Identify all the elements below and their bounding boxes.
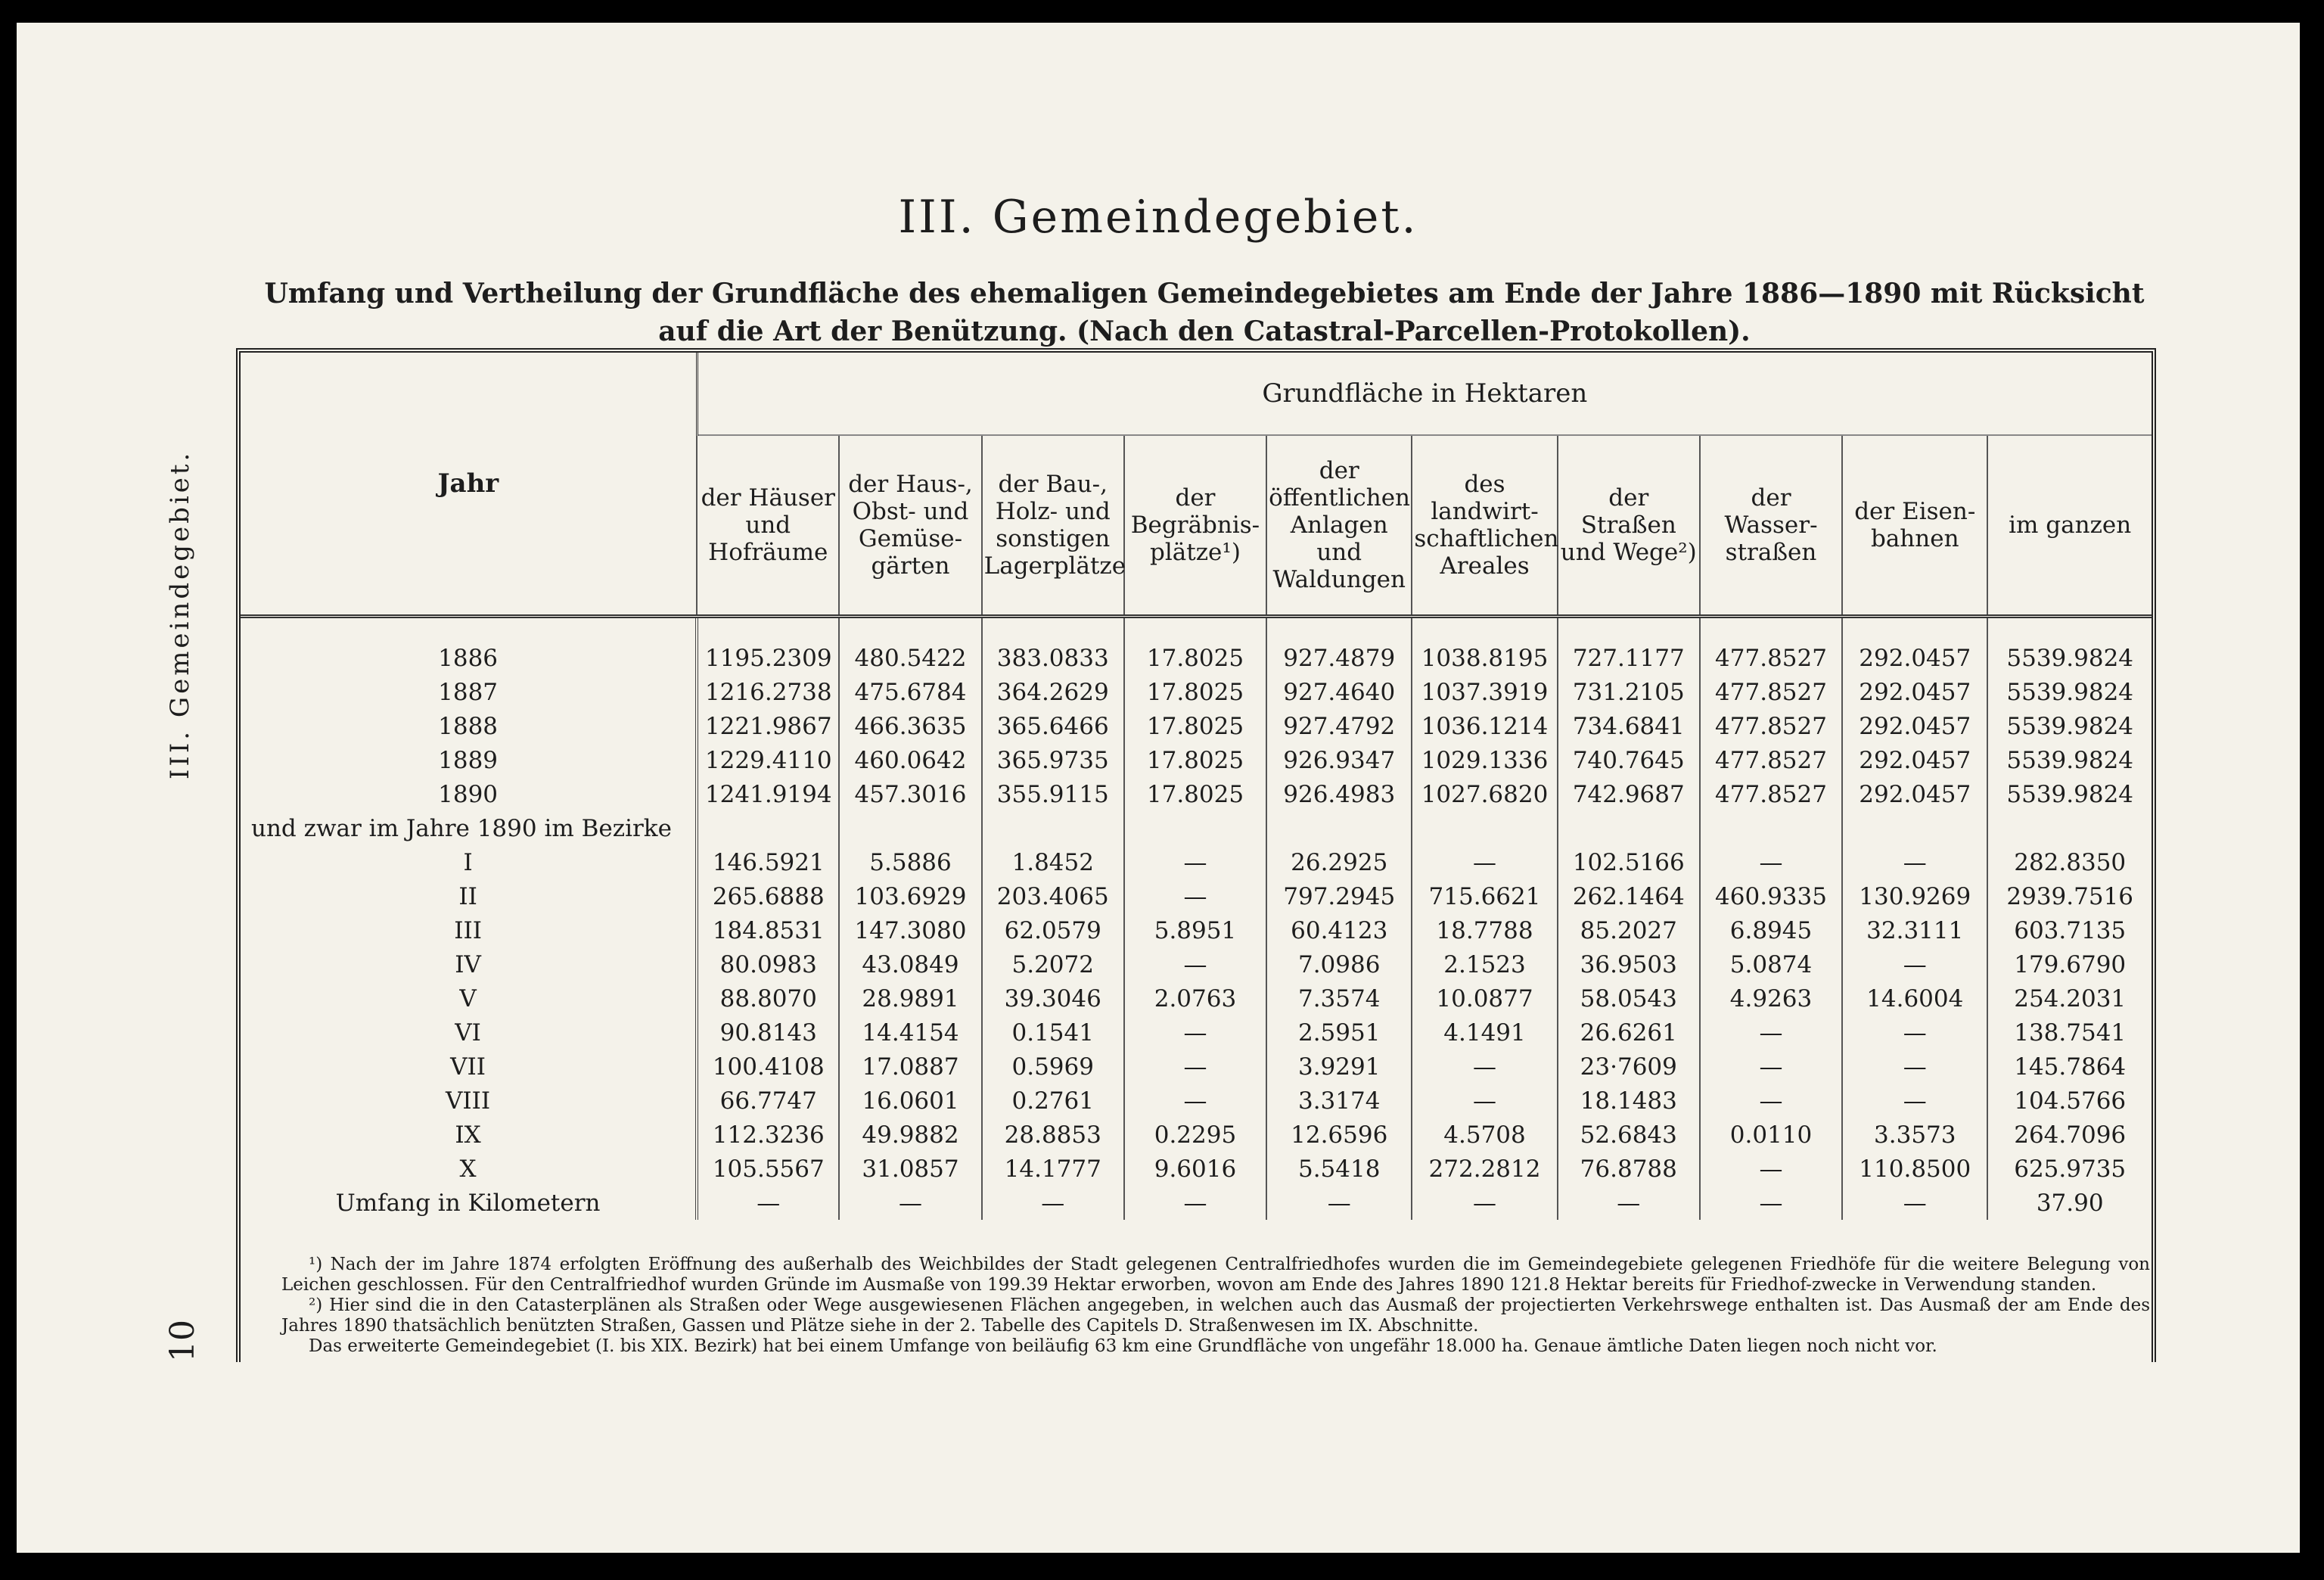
table-cell: 105.5567 — [697, 1152, 839, 1186]
table-cell: 475.6784 — [839, 675, 981, 709]
table-cell: 292.0457 — [1842, 641, 1987, 675]
table-cell: 37.90 — [1987, 1186, 2152, 1220]
table-cell: 265.6888 — [697, 879, 839, 913]
column-header: der Häuser und Hofräume — [697, 435, 839, 617]
table-cell: 60.4123 — [1266, 913, 1412, 947]
table-cell: 742.9687 — [1558, 777, 1700, 811]
table-cell: 292.0457 — [1842, 675, 1987, 709]
table-cell: 203.4065 — [982, 879, 1124, 913]
table-cell: 2.5951 — [1266, 1015, 1412, 1050]
year-header: Jahr — [241, 353, 697, 617]
table-cell: — — [1124, 879, 1266, 913]
table-cell: 145.7864 — [1987, 1050, 2152, 1084]
table-cell: 0.2295 — [1124, 1118, 1266, 1152]
table-cell: 0.2761 — [982, 1084, 1124, 1118]
table-cell: 292.0457 — [1842, 709, 1987, 743]
table-cell: 1.8452 — [982, 845, 1124, 879]
table-cell: — — [1266, 1186, 1412, 1220]
book-page — [17, 23, 2300, 1553]
table-cell: 715.6621 — [1412, 879, 1557, 913]
table-cell: 1229.4110 — [697, 743, 839, 777]
table-row — [241, 1084, 2152, 1118]
table-row — [241, 777, 2152, 811]
table-cell: 28.9891 — [839, 981, 981, 1015]
table-cell: — — [697, 1186, 839, 1220]
table-cell: 32.3111 — [1842, 913, 1987, 947]
page-title: III. Gemeindegebiet. — [898, 191, 1418, 244]
table-cell: — — [1558, 1186, 1700, 1220]
table-cell: — — [1842, 1186, 1987, 1220]
table-cell: 9.6016 — [1124, 1152, 1266, 1186]
table-row — [241, 709, 2152, 743]
row-label: VII — [450, 1053, 486, 1081]
table-cell: 1037.3919 — [1412, 675, 1557, 709]
table-row — [241, 1152, 2152, 1186]
table-cell: 1221.9867 — [697, 709, 839, 743]
table-cell: 85.2027 — [1558, 913, 1700, 947]
column-header: der Eisen-bahnen — [1842, 435, 1987, 617]
column-header: der Bau-, Holz- und sonstigen Lagerplätze — [982, 435, 1124, 617]
table-cell: 477.8527 — [1700, 709, 1842, 743]
column-header: der Haus-, Obst- und Gemüse-gärten — [839, 435, 981, 617]
table-cell: 1027.6820 — [1412, 777, 1557, 811]
table-cell: 262.1464 — [1558, 879, 1700, 913]
table-cell: 5539.9824 — [1987, 777, 2152, 811]
table-cell: 927.4879 — [1266, 641, 1412, 675]
table-cell: 88.8070 — [697, 981, 839, 1015]
table-cell: 282.8350 — [1987, 845, 2152, 879]
table-cell: 477.8527 — [1700, 777, 1842, 811]
table-cell: 17.8025 — [1124, 743, 1266, 777]
table-cell: — — [1842, 845, 1987, 879]
table-cell: — — [1124, 1186, 1266, 1220]
table-cell: 43.0849 — [839, 947, 981, 981]
row-label: 1889 — [438, 746, 499, 774]
table-row — [241, 879, 2152, 913]
table-row — [241, 1118, 2152, 1152]
table-cell: 31.0857 — [839, 1152, 981, 1186]
table-cell: 0.1541 — [982, 1015, 1124, 1050]
table-cell: 254.2031 — [1987, 981, 2152, 1015]
table-cell: 80.0983 — [697, 947, 839, 981]
table-cell: 1216.2738 — [697, 675, 839, 709]
table-cell: — — [1842, 1050, 1987, 1084]
table-cell: 466.3635 — [839, 709, 981, 743]
footnote-2: ²) Hier sind die in den Catasterplänen als Straßen oder Wege ausgewiesenen Flächen angegeben, in welchen auch das Ausmaß der projectierten Verkehrswege enthalten ist. Das Ausmaß der am Ende des Jahres 1890 thatsächlich benützten Straßen, Gassen und Plätze siehe in der 2. Tabelle des Capitels D. Straßenwesen im IX. Abschnitte. — [281, 1295, 2150, 1336]
table-cell: 90.8143 — [697, 1015, 839, 1050]
area-group-header: Grundfläche in Hektaren — [697, 353, 2152, 435]
table-cell: 477.8527 — [1700, 675, 1842, 709]
table-cell: 1029.1336 — [1412, 743, 1557, 777]
row-label: IX — [455, 1121, 481, 1149]
table-cell: 5.8951 — [1124, 913, 1266, 947]
row-label: IV — [455, 950, 481, 978]
table-cell: 2.1523 — [1412, 947, 1557, 981]
table-cell: 7.3574 — [1266, 981, 1412, 1015]
table-cell: 5539.9824 — [1987, 743, 2152, 777]
table-cell: 14.1777 — [982, 1152, 1124, 1186]
table-cell: 1241.9194 — [697, 777, 839, 811]
table-cell: 49.9882 — [839, 1118, 981, 1152]
table-cell: 138.7541 — [1987, 1015, 2152, 1050]
table-cell: 731.2105 — [1558, 675, 1700, 709]
table-cell: 17.8025 — [1124, 675, 1266, 709]
row-label: 1888 — [438, 712, 499, 740]
table-cell: 5.2072 — [982, 947, 1124, 981]
table-cell: 184.8531 — [697, 913, 839, 947]
footnote-1: ¹) Nach der im Jahre 1874 erfolgten Eröffnung des außerhalb des Weichbildes der Stadt gelegenen Centralfriedhofes wurden die im Gemeindegebiete gelegenen Friedhöfe für die weitere Belegung von Leichen geschlossen. Für den Centralfriedhof wurden Gründe im Ausmaße von 199.39 Hektar erworben, wovon am Ende des Jahres 1890 121.8 Hektar bereits für Friedhof-zwecke in Verwendung standen. — [281, 1255, 2150, 1295]
footnotes — [281, 1255, 2150, 1357]
table-cell: — — [1700, 1015, 1842, 1050]
table-cell: 17.8025 — [1124, 709, 1266, 743]
table-cell: — — [1412, 1084, 1557, 1118]
running-head: III. Gemeindegebiet. — [165, 449, 195, 779]
table-cell: 1195.2309 — [697, 641, 839, 675]
table-cell: 6.8945 — [1700, 913, 1842, 947]
table-cell: 66.7747 — [697, 1084, 839, 1118]
table-cell: — — [1124, 845, 1266, 879]
table-cell: 14.6004 — [1842, 981, 1987, 1015]
table-cell: — — [1124, 947, 1266, 981]
table-cell: 4.5708 — [1412, 1118, 1557, 1152]
table-cell: — — [839, 1186, 981, 1220]
column-header: der Straßen und Wege²) — [1558, 435, 1700, 617]
column-header: des landwirt-schaftlichen Areales — [1412, 435, 1557, 617]
table-cell: 5.5886 — [839, 845, 981, 879]
column-header: der öffentlichen Anlagen und Waldungen — [1266, 435, 1412, 617]
table-row — [241, 1015, 2152, 1050]
table-cell: 927.4640 — [1266, 675, 1412, 709]
table-cell: 0.5969 — [982, 1050, 1124, 1084]
table-cell: 103.6929 — [839, 879, 981, 913]
table-row — [241, 743, 2152, 777]
row-label: II — [458, 882, 477, 910]
table-cell: 179.6790 — [1987, 947, 2152, 981]
table-row — [241, 1050, 2152, 1084]
table-cell: 355.9115 — [982, 777, 1124, 811]
table-cell: 4.9263 — [1700, 981, 1842, 1015]
table-cell: 477.8527 — [1700, 743, 1842, 777]
table-cell: 927.4792 — [1266, 709, 1412, 743]
row-label: Umfang in Kilometern — [335, 1189, 601, 1217]
table-cell: 460.9335 — [1700, 879, 1842, 913]
row-label: 1887 — [438, 678, 499, 706]
column-header: der Begräbnis-plätze¹) — [1124, 435, 1266, 617]
table-cell: — — [1842, 1015, 1987, 1050]
row-label: 1886 — [438, 644, 499, 672]
table-cell: 147.3080 — [839, 913, 981, 947]
table-cell: 457.3016 — [839, 777, 981, 811]
table-cell: 76.8788 — [1558, 1152, 1700, 1186]
table-row — [241, 913, 2152, 947]
table-cell: 5539.9824 — [1987, 641, 2152, 675]
caption-line-2: auf die Art der Benützung. (Nach den Catastral-Parcellen-Protokollen). — [658, 316, 1751, 347]
table-cell: — — [1700, 1050, 1842, 1084]
table-cell: — — [1412, 845, 1557, 879]
table-cell: 28.8853 — [982, 1118, 1124, 1152]
table-row — [241, 641, 2152, 675]
statistics-table-frame — [236, 348, 2156, 1362]
table-cell: 797.2945 — [1266, 879, 1412, 913]
table-cell: 23·7609 — [1558, 1050, 1700, 1084]
table-cell: 383.0833 — [982, 641, 1124, 675]
district-intro: und zwar im Jahre 1890 im Bezirke — [251, 814, 672, 842]
table-cell: 926.9347 — [1266, 743, 1412, 777]
table-cell: 2.0763 — [1124, 981, 1266, 1015]
table-cell: — — [1412, 1050, 1557, 1084]
table-cell: 130.9269 — [1842, 879, 1987, 913]
table-cell: 18.1483 — [1558, 1084, 1700, 1118]
table-cell: 477.8527 — [1700, 641, 1842, 675]
table-cell: 1036.1214 — [1412, 709, 1557, 743]
table-cell: 58.0543 — [1558, 981, 1700, 1015]
caption-line-1: Umfang und Vertheilung der Grundfläche des ehemaligen Gemeindegebietes am Ende der Jahre 1886—1890 mit Rücksicht — [264, 278, 2145, 309]
table-cell: 0.0110 — [1700, 1118, 1842, 1152]
row-label: I — [463, 848, 473, 876]
row-label: 1890 — [438, 780, 499, 808]
table-cell: — — [1124, 1050, 1266, 1084]
table-cell: 365.6466 — [982, 709, 1124, 743]
table-cell: 17.8025 — [1124, 777, 1266, 811]
table-cell: 365.9735 — [982, 743, 1124, 777]
table-cell: 102.5166 — [1558, 845, 1700, 879]
table-cell: 5539.9824 — [1987, 709, 2152, 743]
table-cell: — — [1412, 1186, 1557, 1220]
table-cell: — — [982, 1186, 1124, 1220]
table-row — [241, 845, 2152, 879]
table-cell: 146.5921 — [697, 845, 839, 879]
table-cell: 112.3236 — [697, 1118, 839, 1152]
table-cell: 17.0887 — [839, 1050, 981, 1084]
table-cell: 26.6261 — [1558, 1015, 1700, 1050]
table-cell: — — [1700, 845, 1842, 879]
table-cell: 603.7135 — [1987, 913, 2152, 947]
table-cell: 110.8500 — [1842, 1152, 1987, 1186]
table-cell: 364.2629 — [982, 675, 1124, 709]
table-cell: 2939.7516 — [1987, 879, 2152, 913]
row-label: VI — [455, 1019, 481, 1047]
table-cell: — — [1124, 1084, 1266, 1118]
table-cell: 7.0986 — [1266, 947, 1412, 981]
column-header: im ganzen — [1987, 435, 2152, 617]
table-cell: 62.0579 — [982, 913, 1124, 947]
table-cell: — — [1700, 1084, 1842, 1118]
table-cell: — — [1842, 947, 1987, 981]
table-cell: 734.6841 — [1558, 709, 1700, 743]
table-cell: 5.0874 — [1700, 947, 1842, 981]
footnote-3: Das erweiterte Gemeindegebiet (I. bis XIX. Bezirk) hat bei einem Umfange von beiläufig 63 km eine Grundfläche von ungefähr 18.000 ha. Genaue ämtliche Daten liegen noch nicht vor. — [309, 1336, 1937, 1356]
table-cell: 3.3174 — [1266, 1084, 1412, 1118]
table-cell: 10.0877 — [1412, 981, 1557, 1015]
table-cell: 17.8025 — [1124, 641, 1266, 675]
table-cell: 52.6843 — [1558, 1118, 1700, 1152]
table-cell: 292.0457 — [1842, 743, 1987, 777]
table-cell: — — [1700, 1152, 1842, 1186]
spacer-row — [241, 617, 2152, 642]
table-cell: 26.2925 — [1266, 845, 1412, 879]
table-cell: — — [1842, 1084, 1987, 1118]
table-cell: 727.1177 — [1558, 641, 1700, 675]
row-label: VIII — [446, 1087, 491, 1115]
district-intro-row — [241, 811, 2152, 845]
table-cell: 36.9503 — [1558, 947, 1700, 981]
table-cell: 5539.9824 — [1987, 675, 2152, 709]
table-cell: 5.5418 — [1266, 1152, 1412, 1186]
row-label: V — [459, 984, 477, 1012]
table-row — [241, 947, 2152, 981]
table-cell: — — [1124, 1015, 1266, 1050]
table-cell: 740.7645 — [1558, 743, 1700, 777]
table-cell: 104.5766 — [1987, 1084, 2152, 1118]
table-cell: 926.4983 — [1266, 777, 1412, 811]
table-cell: 292.0457 — [1842, 777, 1987, 811]
table-cell: 264.7096 — [1987, 1118, 2152, 1152]
table-row — [241, 1186, 2152, 1220]
column-header: der Wasser-straßen — [1700, 435, 1842, 617]
table-row — [241, 675, 2152, 709]
land-area-table — [241, 353, 2152, 1220]
row-label: III — [454, 916, 482, 944]
table-cell: 460.0642 — [839, 743, 981, 777]
table-cell: 625.9735 — [1987, 1152, 2152, 1186]
table-cell: — — [1700, 1186, 1842, 1220]
table-cell: 3.3573 — [1842, 1118, 1987, 1152]
table-cell: 16.0601 — [839, 1084, 981, 1118]
table-cell: 480.5422 — [839, 641, 981, 675]
table-cell: 4.1491 — [1412, 1015, 1557, 1050]
page-number: 10 — [163, 1320, 202, 1362]
table-row — [241, 981, 2152, 1015]
table-cell: 100.4108 — [697, 1050, 839, 1084]
table-body — [241, 617, 2152, 1221]
table-cell: 14.4154 — [839, 1015, 981, 1050]
table-cell: 3.9291 — [1266, 1050, 1412, 1084]
table-caption — [236, 275, 2173, 350]
table-cell: 12.6596 — [1266, 1118, 1412, 1152]
table-cell: 272.2812 — [1412, 1152, 1557, 1186]
table-cell: 18.7788 — [1412, 913, 1557, 947]
table-cell: 1038.8195 — [1412, 641, 1557, 675]
row-label: X — [459, 1155, 477, 1183]
table-cell: 39.3046 — [982, 981, 1124, 1015]
